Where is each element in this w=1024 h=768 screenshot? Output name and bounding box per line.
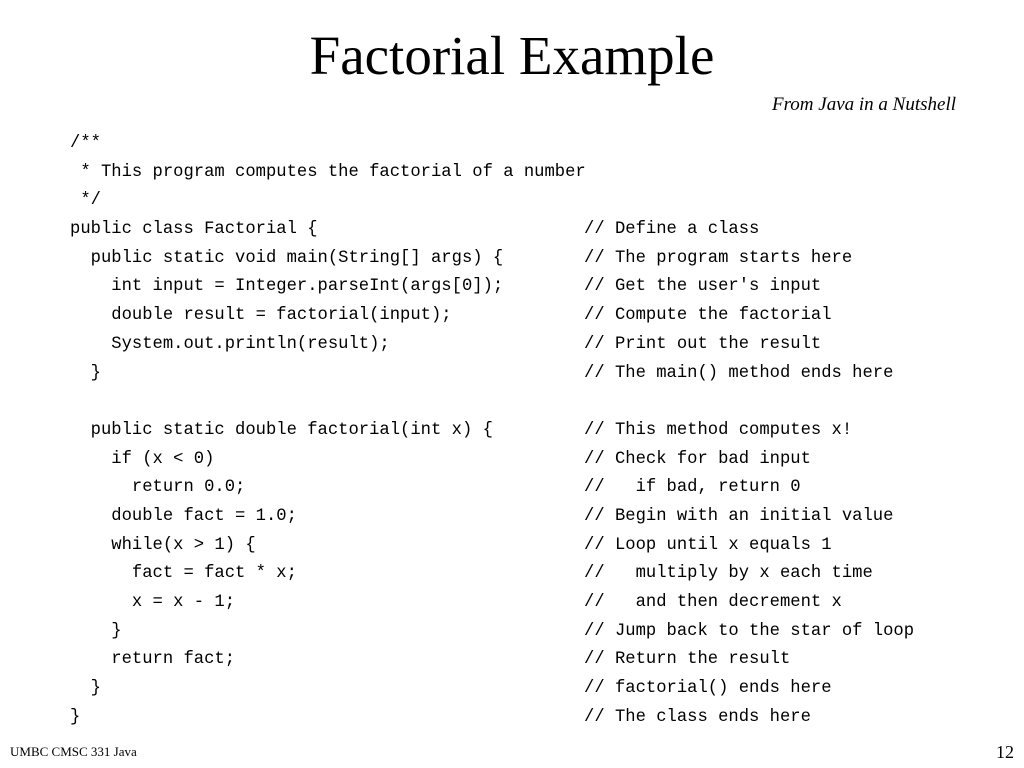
code-comment: // factorial() ends here: [584, 679, 832, 699]
code-comment: // Return the result: [584, 650, 791, 670]
code-comment: // This method computes x!: [584, 420, 853, 440]
code-statement: return 0.0;: [70, 478, 246, 498]
code-statement: */: [70, 191, 101, 211]
code-comment: // Print out the result: [584, 334, 822, 354]
code-statement: while(x > 1) {: [70, 535, 256, 555]
code-statement: x = x - 1;: [70, 593, 236, 612]
code-comment: // Define a class: [584, 220, 760, 240]
code-comment: // multiply by x each time: [584, 564, 873, 584]
code-comment: // Begin with an initial value: [584, 506, 894, 526]
code-statement: }: [70, 707, 81, 727]
code-statement: System.out.println(result);: [70, 334, 390, 354]
code-statement: double result = factorial(input);: [70, 306, 452, 326]
code-comment: // Jump back to the star of loop: [584, 621, 915, 641]
code-statement: public static double factorial(int x) {: [70, 420, 493, 440]
code-statement: * This program computes the factorial of a number: [70, 162, 586, 182]
code-statement: if (x < 0): [70, 449, 215, 469]
code-statement: }: [70, 679, 101, 699]
page-number: 12: [996, 742, 1014, 762]
code-comment: // The program starts here: [584, 248, 853, 268]
code-comment: // The class ends here: [584, 707, 811, 727]
code-comment: // Check for bad input: [584, 449, 811, 469]
code-statement: /**: [70, 134, 101, 153]
code-comment: // Loop until x equals 1: [584, 535, 832, 555]
code-comment: // Get the user's input: [584, 277, 822, 297]
code-statement: }: [70, 621, 122, 641]
slide-title: Factorial Example: [309, 25, 715, 86]
code-statement: public class Factorial {: [70, 220, 318, 240]
code-statement: }: [70, 363, 101, 383]
code-statement: fact = fact * x;: [70, 564, 297, 584]
code-comment: // if bad, return 0: [584, 478, 801, 498]
code-comment: // The main() method ends here: [584, 363, 894, 383]
code-comment: // Compute the factorial: [584, 306, 832, 326]
code-comment: // and then decrement x: [584, 593, 842, 612]
source-attribution: From Java in a Nutshell: [772, 94, 956, 115]
code-statement: double fact = 1.0;: [70, 506, 297, 526]
footer-course-label: UMBC CMSC 331 Java: [10, 744, 137, 759]
code-statement: return fact;: [70, 650, 236, 670]
code-statement: public static void main(String[] args) {: [70, 248, 504, 268]
code-statement: int input = Integer.parseInt(args[0]);: [70, 277, 504, 297]
